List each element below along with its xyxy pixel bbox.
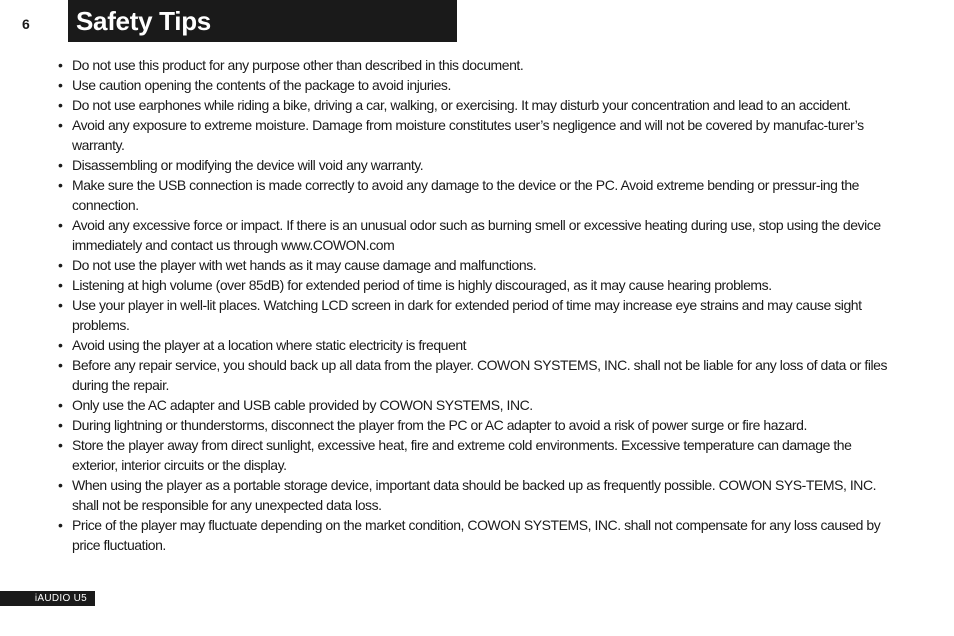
- list-item: [58, 55, 893, 75]
- tip-text: Use your player in well-lit places. Watching LCD screen in dark for extended period of time may increase eye strains and may cause sight problems.: [72, 297, 862, 333]
- bullet-marker: •: [58, 117, 63, 133]
- bullet-marker: •: [58, 297, 63, 313]
- footer-product-label: iAUDIO U5: [0, 591, 95, 606]
- tip-text: Do not use this product for any purpose other than described in this document.: [72, 57, 524, 73]
- bullet-marker: •: [58, 257, 63, 273]
- list-item: [58, 95, 893, 115]
- tip-text: Only use the AC adapter and USB cable provided by COWON SYSTEMS, INC.: [72, 397, 533, 413]
- tip-text: Avoid any exposure to extreme moisture. Damage from moisture constitutes user’s negligence and will not be covered by manufac-turer’s warranty.: [72, 117, 864, 153]
- bullet-marker: •: [58, 437, 63, 453]
- list-item: [58, 255, 893, 275]
- tip-text: Avoid any excessive force or impact. If there is an unusual odor such as burning smell or excessive heating during use, stop using the device immediately and contact us through www.COWON.com: [72, 217, 881, 253]
- bullet-marker: •: [58, 477, 63, 493]
- tip-text: Make sure the USB connection is made correctly to avoid any damage to the device or the PC. Avoid extreme bending or pressur-ing the connection.: [72, 177, 860, 213]
- page-number: 6: [22, 16, 30, 32]
- list-item: [58, 335, 893, 355]
- title-bar: [68, 0, 457, 42]
- list-item: [58, 155, 893, 175]
- bullet-marker: •: [58, 77, 63, 93]
- bullet-marker: •: [58, 337, 63, 353]
- tip-text: Avoid using the player at a location where static electricity is frequent: [72, 337, 467, 353]
- bullet-marker: •: [58, 357, 63, 373]
- list-item: [58, 475, 893, 515]
- tip-text: During lightning or thunderstorms, disconnect the player from the PC or AC adapter to avoid a risk of power surge or fire hazard.: [72, 417, 807, 433]
- page-title: Safety Tips: [76, 6, 211, 36]
- list-item: [58, 395, 893, 415]
- bullet-marker: •: [58, 97, 63, 113]
- bullet-marker: •: [58, 277, 63, 293]
- tip-text: Store the player away from direct sunlight, excessive heat, fire and extreme cold environments. Excessive temperature can damage the exterior, interior circuits or the display.: [72, 437, 852, 473]
- bullet-marker: •: [58, 217, 63, 233]
- list-item: [58, 75, 893, 95]
- tip-text: When using the player as a portable storage device, important data should be backed up as frequently possible. COWON SYS-TEMS, INC. shall not be responsible for any unexpected data loss.: [72, 477, 877, 513]
- bullet-marker: •: [58, 417, 63, 433]
- tip-text: Listening at high volume (over 85dB) for extended period of time is highly discouraged, as it may cause hearing problems.: [72, 277, 772, 293]
- list-item: [58, 435, 893, 475]
- tip-text: Disassembling or modifying the device will void any warranty.: [72, 157, 424, 173]
- list-item: [58, 415, 893, 435]
- list-item: [58, 275, 893, 295]
- bullet-marker: •: [58, 157, 63, 173]
- bullet-marker: •: [58, 57, 63, 73]
- bullet-marker: •: [58, 517, 63, 533]
- bullet-marker: •: [58, 177, 63, 193]
- tip-text: Before any repair service, you should back up all data from the player. COWON SYSTEMS, INC. shall not be liable for any loss of data or files during the repair.: [72, 357, 888, 393]
- list-item: [58, 515, 893, 555]
- bullet-marker: •: [58, 397, 63, 413]
- tip-text: Use caution opening the contents of the package to avoid injuries.: [72, 77, 451, 93]
- list-item: [58, 175, 893, 215]
- list-item: [58, 355, 893, 395]
- tip-text: Do not use the player with wet hands as it may cause damage and malfunctions.: [72, 257, 537, 273]
- list-item: [58, 115, 893, 155]
- safety-tips-list: [58, 55, 893, 555]
- list-item: [58, 295, 893, 335]
- tip-text: Do not use earphones while riding a bike, driving a car, walking, or exercising. It may disturb your concentration and lead to an accident.: [72, 97, 851, 113]
- tip-text: Price of the player may fluctuate depending on the market condition, COWON SYSTEMS, INC. shall not compensate for any loss caused by price fluctuation.: [72, 517, 881, 553]
- list-item: [58, 215, 893, 255]
